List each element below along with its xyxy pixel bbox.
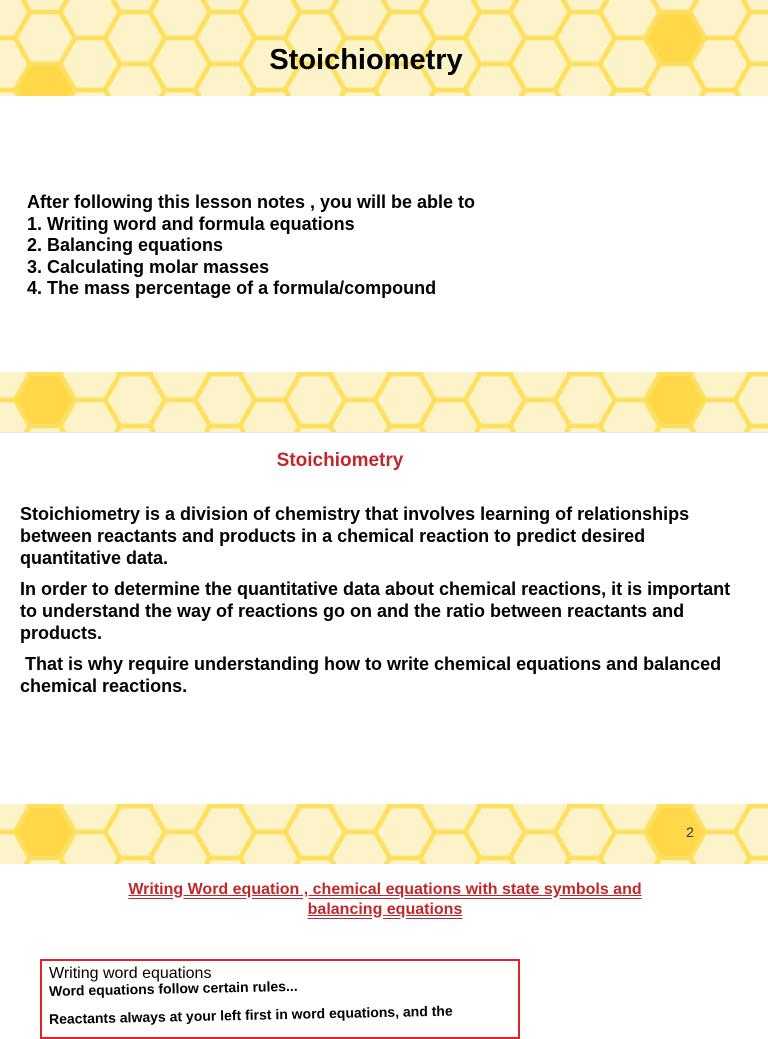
paragraph: In order to determine the quantitative data about chemical reactions, it is important to understand the way of reactions go on and the ratio between reactants and products. xyxy=(20,579,731,643)
section-heading-line1: Writing Word equation , chemical equations with state symbols and xyxy=(128,881,642,898)
rules-box-heading: Writing word equations xyxy=(49,965,212,982)
hex-pattern-bottom xyxy=(0,804,768,864)
paragraph: That is why require understanding how to write chemical equations and balanced chemical reactions. xyxy=(20,654,727,696)
objective-item: 3. Calculating molar masses xyxy=(27,256,270,277)
objectives-intro: After following this lesson notes , you will be able to xyxy=(27,192,476,212)
hex-band-middle xyxy=(0,372,768,432)
hex-pattern-middle xyxy=(0,372,768,432)
section-title: Stoichiometry xyxy=(276,450,404,471)
rules-box xyxy=(40,959,520,1039)
page-number: 2 xyxy=(686,824,694,840)
section-heading xyxy=(80,880,690,920)
objectives-list xyxy=(27,192,475,300)
objective-item: 4. The mass percentage of a formula/compound xyxy=(27,278,437,298)
hex-band-bottom xyxy=(0,804,768,864)
objective-item: 2. Balancing equations xyxy=(27,235,224,255)
rules-box-line: Word equations follow certain rules... xyxy=(48,977,298,999)
slide-divider xyxy=(0,432,768,433)
section-heading-line2: balancing equations xyxy=(307,901,463,918)
page-title: Stoichiometry xyxy=(269,44,463,76)
paragraph: Stoichiometry is a division of chemistry that involves learning of relationships between reactants and products in a chemical reaction to predict desired quantitative data. xyxy=(20,504,690,568)
rules-box-line: Reactants always at your left first in word equations, and the xyxy=(48,1002,453,1027)
objective-item: 1. Writing word and formula equations xyxy=(27,213,355,234)
section-body xyxy=(20,503,740,706)
